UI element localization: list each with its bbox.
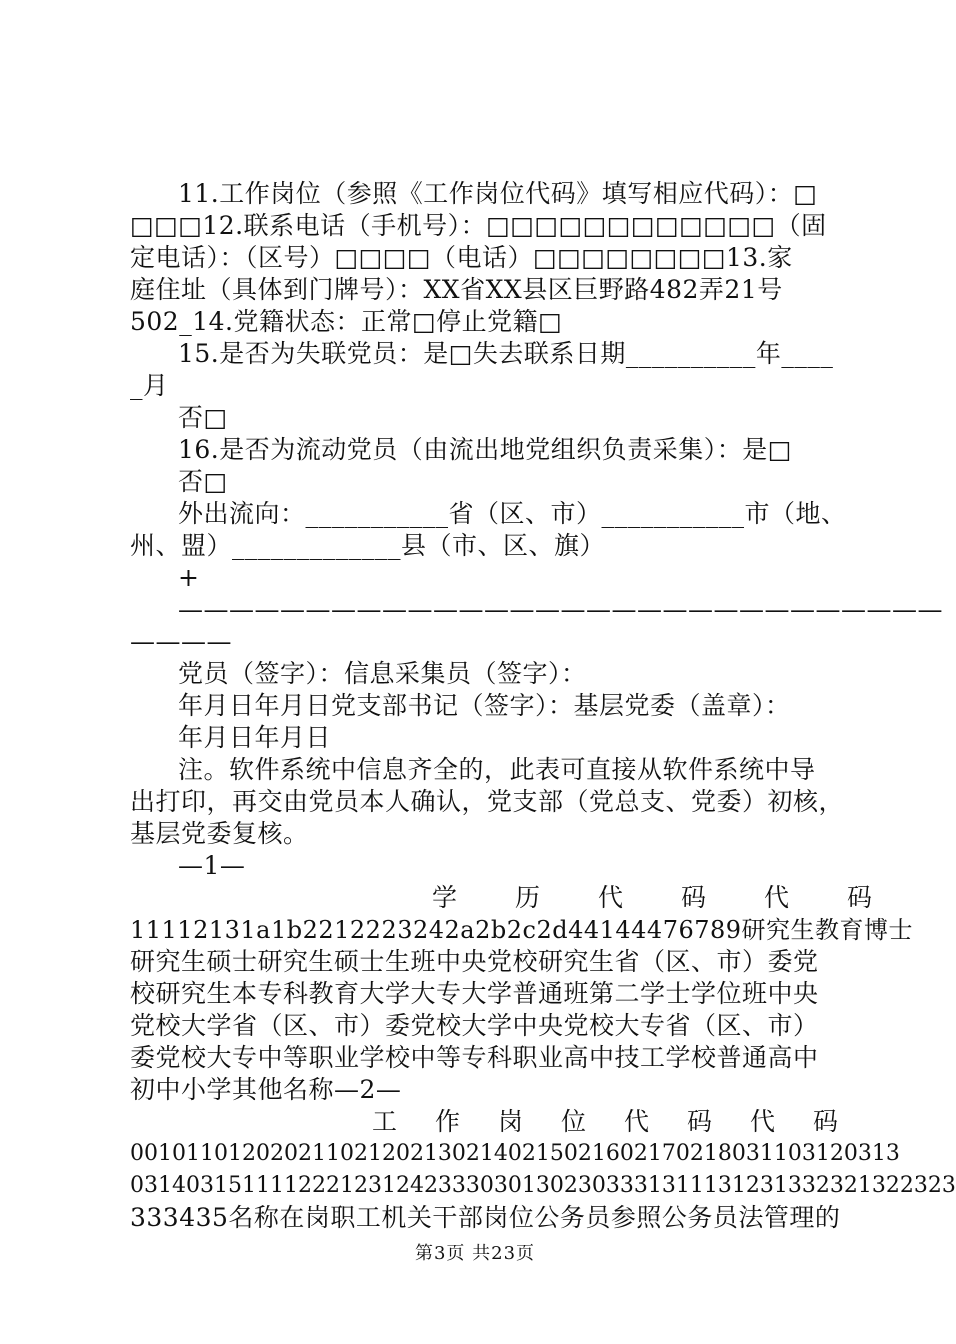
text-line: 否□: [178, 403, 228, 432]
text-line: 党校大学省（区、市）委党校大学中央党校大专省（区、市）: [130, 1011, 819, 1040]
text-line: 庭住址（具体到门牌号）：XX省XX县区巨野路482弄21号: [130, 275, 783, 304]
text-line: 年月日年月日党支部书记（签字）：基层党委（盖章）：: [178, 691, 791, 720]
text-line: 11112131a1b2212223242a2b2c2d44144476789研究生教育博士: [130, 916, 914, 944]
text-line: 502_14.党籍状态：正常□停止党籍□: [130, 307, 563, 336]
text-line: 州、盟）_____________县（市、区、旗）: [130, 531, 606, 560]
text-line: 注。软件系统中信息齐全的，此表可直接从软件系统中导: [178, 755, 816, 784]
text-line: 11.工作岗位（参照《工作岗位代码》填写相应代码）：□: [178, 179, 818, 208]
text-line: 333435名称在岗职工机关干部岗位公务员参照公务员法管理的: [130, 1203, 841, 1232]
text-line: 年月日年月日: [178, 723, 332, 752]
text-line: 出打印，再交由党员本人确认，党支部（党总支、党委）初核，: [130, 787, 845, 816]
text-line: +: [178, 563, 200, 592]
table-heading: 工作岗位代码代码: [372, 1107, 877, 1136]
page-footer: 第3页 共23页: [414, 1243, 536, 1264]
text-line: 校研究生本专科教育大学大专大学普通班第二学士学位班中央: [130, 979, 819, 1008]
text-line: 16.是否为流动党员（由流出地党组织负责采集）：是□: [178, 435, 792, 464]
text-line: 委党校大专中等职业学校中等专科职业高中技工学校普通高中: [130, 1043, 819, 1072]
text-line: □□□12.联系电话（手机号）：□□□□□□□□□□□□（固: [130, 211, 827, 240]
text-line: 0314031511112221231242333030130230333131113123133232132232​3: [130, 1173, 956, 1198]
text-line: 研究生硕士研究生硕士生班中央党校研究生省（区、市）委党: [130, 947, 819, 976]
text-line: 0010110120202110212021302140215021602170218031103120313: [130, 1141, 900, 1166]
text-line: 基层党委复核。: [130, 819, 309, 848]
text-line: 外出流向：___________省（区、市）___________市（地、: [178, 499, 847, 528]
text-line: 否□: [178, 467, 228, 496]
text-line: 党员（签字）：信息采集员（签字）：: [178, 659, 587, 688]
text-line: 15.是否为失联党员：是□失去联系日期__________年____: [178, 339, 834, 368]
rule-line: ————: [130, 627, 232, 656]
text-line: 初中小学其他名称—2—: [130, 1075, 402, 1104]
rule-line: ——————————————————————————————: [178, 595, 943, 624]
page-marker: —1—: [178, 851, 246, 880]
table-heading: 学历代码代码: [432, 883, 931, 912]
text-line: 定电话）：（区号）□□□□（电话）□□□□□□□□13.家: [130, 243, 793, 272]
text-line: _月: [130, 371, 169, 400]
